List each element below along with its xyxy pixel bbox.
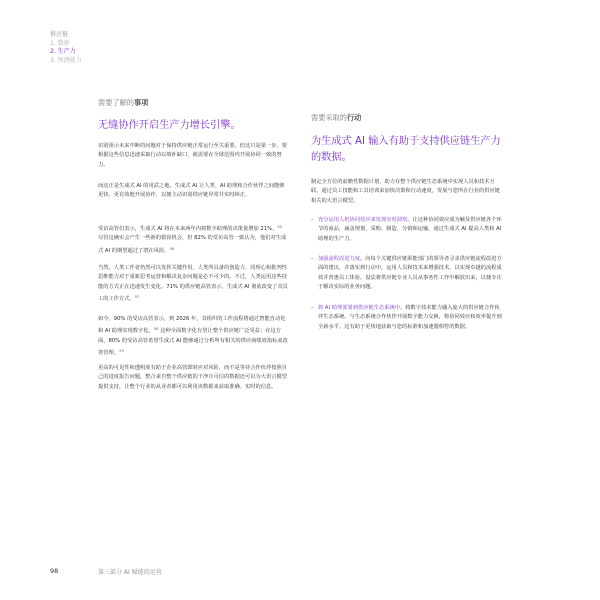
section-nav — [50, 31, 82, 65]
left-paragraph-3-b: 尽管这确实会产生一些新的错误机会，但 82% 的受访高管一致认为，他们对生成式 AI 的期望超过了潜在风险。 — [98, 235, 287, 254]
footnote-58[interactable]: 58 — [153, 326, 159, 332]
left-paragraph-4 — [98, 264, 288, 305]
bullet-dash: – — [311, 217, 314, 223]
bullet-3-text: 。将数字技术能力融入庞大的供应链合作伙伴生态系统。与生态系统合作伙伴开展数字能力交换，将协同效应和效率提升到全新水平。这有助于更快地获取与您的标准和加速器相符的数据。 — [318, 305, 502, 330]
page-number: 98 — [50, 567, 59, 575]
right-kicker — [311, 113, 361, 123]
left-paragraph-3-a: 受访高管们表示，生成式 AI 将在未来两年内将数字助理的决策量增加 21%。 — [98, 226, 278, 232]
left-paragraph-5-b: 这种全面数字化有望让整个供应链广泛受益；在这方面，80% 的受访高管希望生成式 AI 能够通过分析所有相关的供应商绩效指标来改善管理。 — [98, 328, 288, 357]
footnote-59[interactable]: 59 — [119, 348, 124, 354]
bullet-3-highlight: 将 AI 助理部署到供应链生态系统中 — [318, 305, 400, 311]
left-paragraph-1: 识别预示未来中断的问题对于保持供应链正常运行至关重要，但这只是第一步。要根据这些信息迅速采取行动以填补缺口，就需要在全球范围内开展协同一致的努力。 — [98, 143, 287, 168]
left-paragraph-5-a: 如今，90% 的受访高管表示，到 2026 年，其组织的工作流程将通过智能自动化和 AI 助理实现数字化。 — [98, 316, 286, 335]
left-paragraph-4-text: 当然，人类工作者仍然可以发挥关键作用。人类所具备的创造力、同理心和批判性思维能力对于重新思考运营和解决复杂问题是必不可少的。不过，人类运用这些技能的方式正在迅速发生变化。71% 的供应链高管表示，生成式 AI 彻底改变了其员工的工作方式。 — [98, 265, 288, 303]
action-bullet-3 — [311, 304, 503, 332]
left-kicker — [98, 98, 148, 108]
bullet-1-text: 。让这种协同效应成为触及供应链各个环节的商品，涵盖规划、采购、制造、分销和运输。通过生成式 AI 提高人类和 AI 助理的生产力。 — [318, 217, 502, 242]
left-paragraph-6: 更高的可见性和透明度有助于企业高管即时应对风险，而不是等待合作伙伴按照自己的进度报告问题。整合来自整个供应链的干净且可信的数据还可以为大语言模型提供支持，让整个行业的从业者都可以利用该数据来获取准确、实时的信息。 — [98, 365, 287, 390]
footnote-56[interactable]: 56 — [169, 245, 175, 251]
footer-section-title: 第三部分 AI 赋能的运营 — [98, 569, 162, 576]
right-kicker-bold: 行动 — [346, 113, 362, 122]
bullet-2-highlight: 加强流程改进力度 — [318, 256, 360, 262]
bullet-1-highlight: 充分运用人机协同效应来发现实时洞察 — [318, 217, 408, 223]
nav-title: 供应链 — [50, 31, 69, 38]
footnote-55[interactable]: 55 — [277, 224, 283, 229]
left-kicker-bold: 事项 — [133, 98, 149, 107]
left-kicker-prefix: 需要了解的 — [98, 98, 134, 107]
right-intro: 制定全方位的前瞻性数据计划，助力在整个供应链生态系统中实现人员和技术互联。通过员工技能和工具培训来加快决策和行动速度，发展与您所在行业的供应链相关的大语言模型。 — [311, 179, 500, 204]
nav-item-productivity[interactable]: 2. 生产力 — [50, 48, 76, 55]
left-paragraph-5 — [98, 315, 288, 359]
bullet-2-text: 。向每个关键供应链职能部门的领导者寻求供应链流程改进方面的建议，并落实到行动中。运用人员和技术来增强技术，以实现卓越的流程成效并普惠员工体验。设法将供应链专业人员从事务性工作中解放出来，以便专注于解决实际的业务问题。 — [318, 256, 502, 291]
left-heading: 无缝协作开启生产力增长引擎。 — [98, 120, 241, 131]
footnote-57[interactable]: 57 — [134, 294, 140, 300]
nav-item-prediction[interactable]: 3. 预测能力 — [50, 56, 82, 64]
right-heading: 为生成式 AI 输入有助于支持供应链生产力的数据。 — [311, 136, 501, 163]
right-kicker-prefix: 需要采取的 — [311, 113, 347, 122]
action-bullet-2 — [311, 255, 503, 293]
bullet-dash: – — [311, 256, 314, 262]
left-paragraph-3 — [98, 222, 288, 256]
bullet-dash: – — [311, 305, 314, 311]
left-paragraph-2: 而这正是生成式 AI 的用武之地。生成式 AI 让人类、AI 助理和合作伙伴之间能够更快、更有效地开展协作，以便主动识别供应链异常并实时纠正。 — [98, 183, 285, 199]
nav-item-data[interactable]: 1. 数据 — [50, 39, 70, 47]
action-bullet-1 — [311, 216, 503, 244]
